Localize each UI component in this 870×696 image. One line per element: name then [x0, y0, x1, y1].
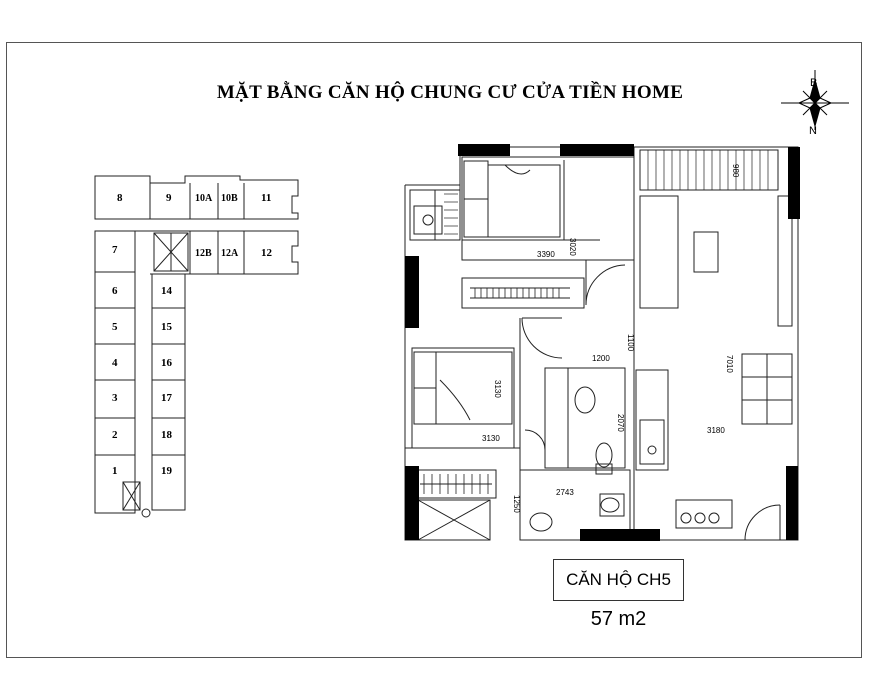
- floor-plan: [405, 147, 798, 540]
- dim-bedroom1-depth: 3020: [568, 238, 577, 256]
- unit-label-11: 11: [261, 192, 272, 204]
- unit-label-19: 19: [161, 465, 172, 477]
- unit-label-16: 16: [161, 357, 172, 369]
- dim-bedroom1-width: 3390: [537, 250, 555, 259]
- unit-label-12b: 12B: [195, 248, 212, 259]
- dim-living-depth: 7010: [725, 355, 734, 373]
- dim-bedroom2-width: 3130: [482, 434, 500, 443]
- unit-label-9: 9: [166, 192, 172, 204]
- unit-label-5: 5: [112, 321, 118, 333]
- unit-name-box: [553, 559, 684, 601]
- dim-hall-depth: 1100: [626, 334, 635, 352]
- unit-label-2: 2: [112, 429, 118, 441]
- unit-label-3: 3: [112, 392, 118, 404]
- dim-bedroom2-depth: 3130: [493, 380, 502, 398]
- unit-label-6: 6: [112, 285, 118, 297]
- unit-label-10a: 10A: [195, 193, 213, 204]
- dim-wc2-width: 2743: [556, 488, 574, 497]
- unit-label-15: 15: [161, 321, 172, 333]
- key-plan: [95, 176, 298, 517]
- page-title: MẶT BẰNG CĂN HỘ CHUNG CƯ CỬA TIỀN HOME: [216, 82, 684, 103]
- unit-label-4: 4: [112, 357, 118, 369]
- dim-wc-width: 1200: [592, 354, 610, 363]
- unit-label-8: 8: [117, 192, 123, 204]
- dim-wc2-depth: 1250: [512, 495, 521, 513]
- dim-wc-depth: 2070: [616, 414, 625, 432]
- unit-area: 57 m2: [590, 608, 647, 630]
- unit-label-14: 14: [161, 285, 172, 297]
- unit-label-17: 17: [161, 392, 172, 404]
- unit-label-12a: 12A: [221, 248, 239, 259]
- unit-label-7: 7: [112, 244, 118, 256]
- unit-label-10b: 10B: [221, 193, 238, 204]
- key-plan-labels: [112, 192, 273, 477]
- compass-south-label: N: [809, 125, 817, 137]
- unit-name: CĂN HỘ CH5: [566, 570, 671, 589]
- unit-label-18: 18: [161, 429, 172, 441]
- compass-north-label: B: [810, 77, 818, 89]
- dim-kitchen-width: 3180: [707, 426, 725, 435]
- unit-label-12: 12: [261, 247, 272, 259]
- dim-balcony-depth: 980: [731, 164, 740, 178]
- unit-label-1: 1: [112, 465, 118, 477]
